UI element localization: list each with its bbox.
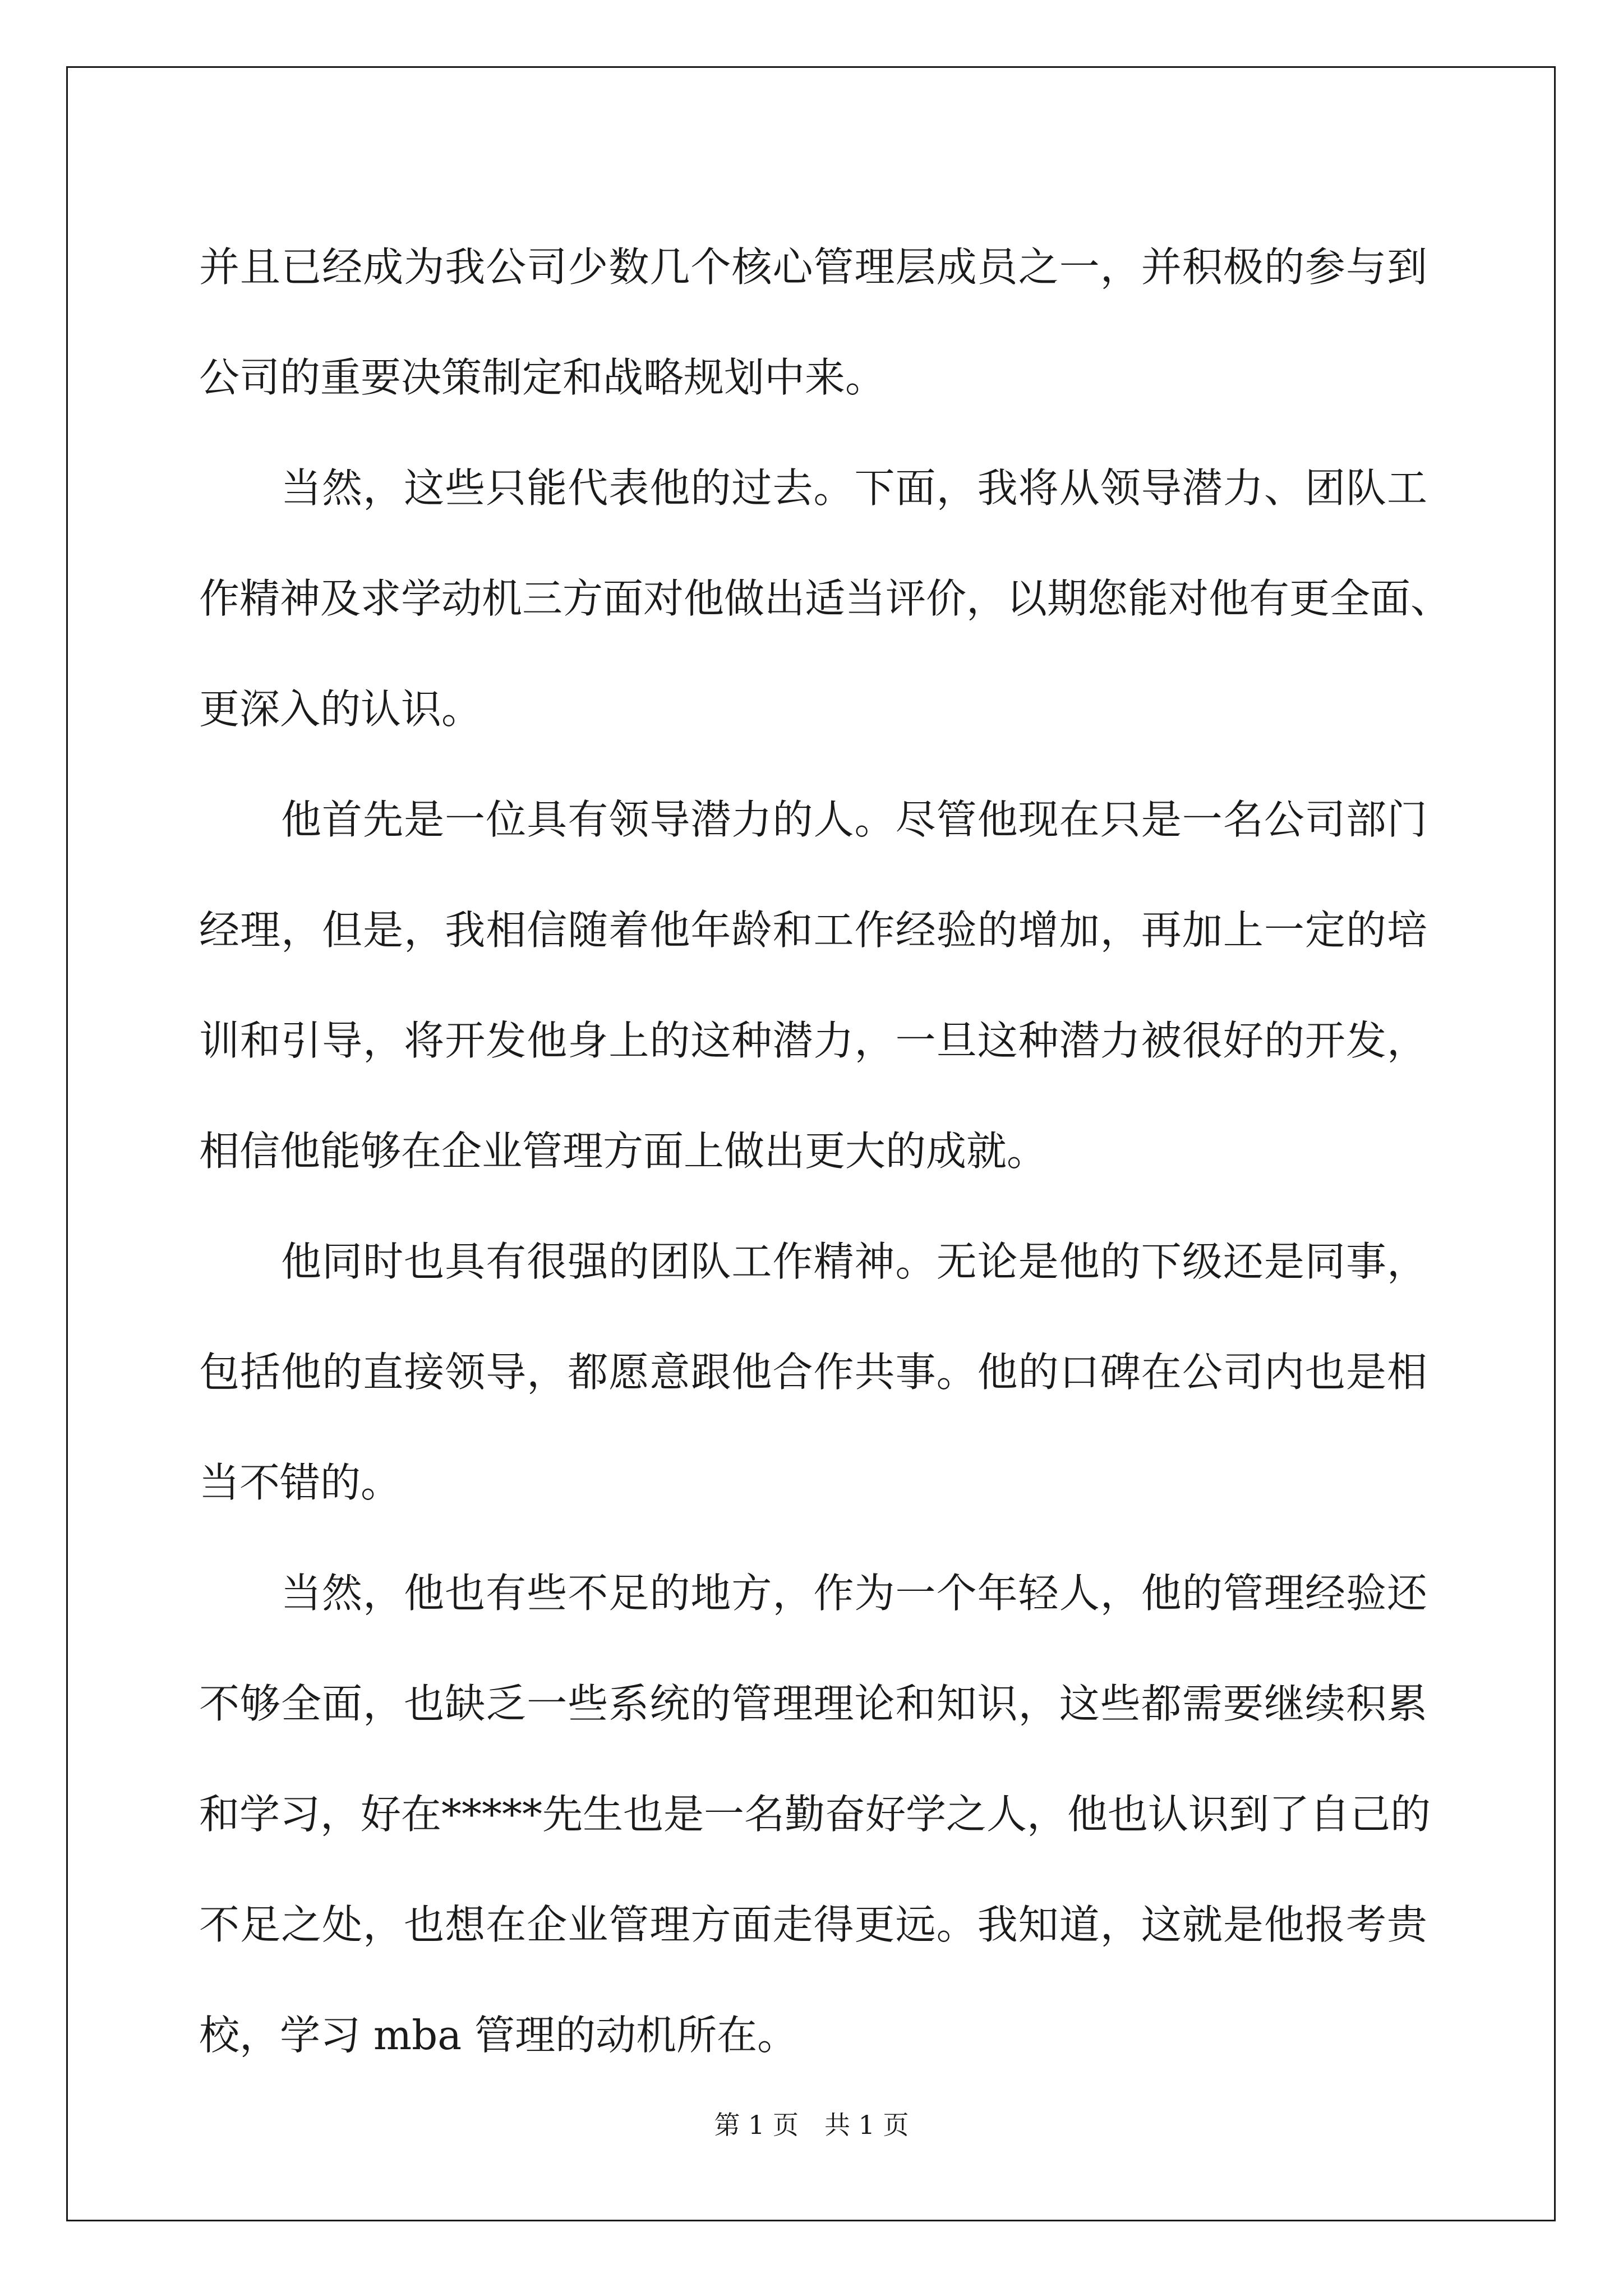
text-line: 校，学习 mba 管理的动机所在。 [199, 2012, 798, 2059]
text-line: 更深入的认识。 [199, 685, 482, 733]
text-line: 作精神及求学动机三方面对他做出适当评价，以期您能对他有更全面、 [199, 575, 1451, 622]
text-line: 相信他能够在企业管理方面上做出更大的成就。 [199, 1128, 1048, 1175]
text-line: 公司的重要决策制定和战略规划中来。 [199, 354, 886, 401]
page-number-footer: 第 1 页 共 1 页 [714, 2110, 909, 2140]
text-line: 当然，他也有些不足的地方，作为一个年轻人，他的管理经验还 [281, 1570, 1427, 1617]
text-line: 当然，这些只能代表他的过去。下面，我将从领导潜力、团队工 [281, 464, 1427, 512]
text-line: 和学习，好在*****先生也是一名勤奋好学之人，他也认识到了自己的 [199, 1791, 1431, 1838]
text-line: 并且已经成为我公司少数几个核心管理层成员之一，并积极的参与到 [199, 243, 1427, 291]
text-line: 当不错的。 [199, 1459, 402, 1506]
text-line: 不足之处，也想在企业管理方面走得更远。我知道，这就是他报考贵 [199, 1901, 1427, 1948]
text-line: 他首先是一位具有领导潜力的人。尽管他现在只是一名公司部门 [281, 796, 1427, 843]
text-line: 包括他的直接领导，都愿意跟他合作共事。他的口碑在公司内也是相 [199, 1349, 1427, 1396]
text-line: 经理，但是，我相信随着他年龄和工作经验的增加，再加上一定的培 [199, 907, 1427, 954]
document-body [199, 212, 1451, 2091]
text-line: 训和引导，将开发他身上的这种潜力，一旦这种潜力被很好的开发， [199, 1017, 1427, 1064]
text-line: 不够全面，也缺乏一些系统的管理理论和知识，这些都需要继续积累 [199, 1680, 1427, 1727]
text-line: 他同时也具有很强的团队工作精神。无论是他的下级还是同事， [281, 1238, 1427, 1285]
